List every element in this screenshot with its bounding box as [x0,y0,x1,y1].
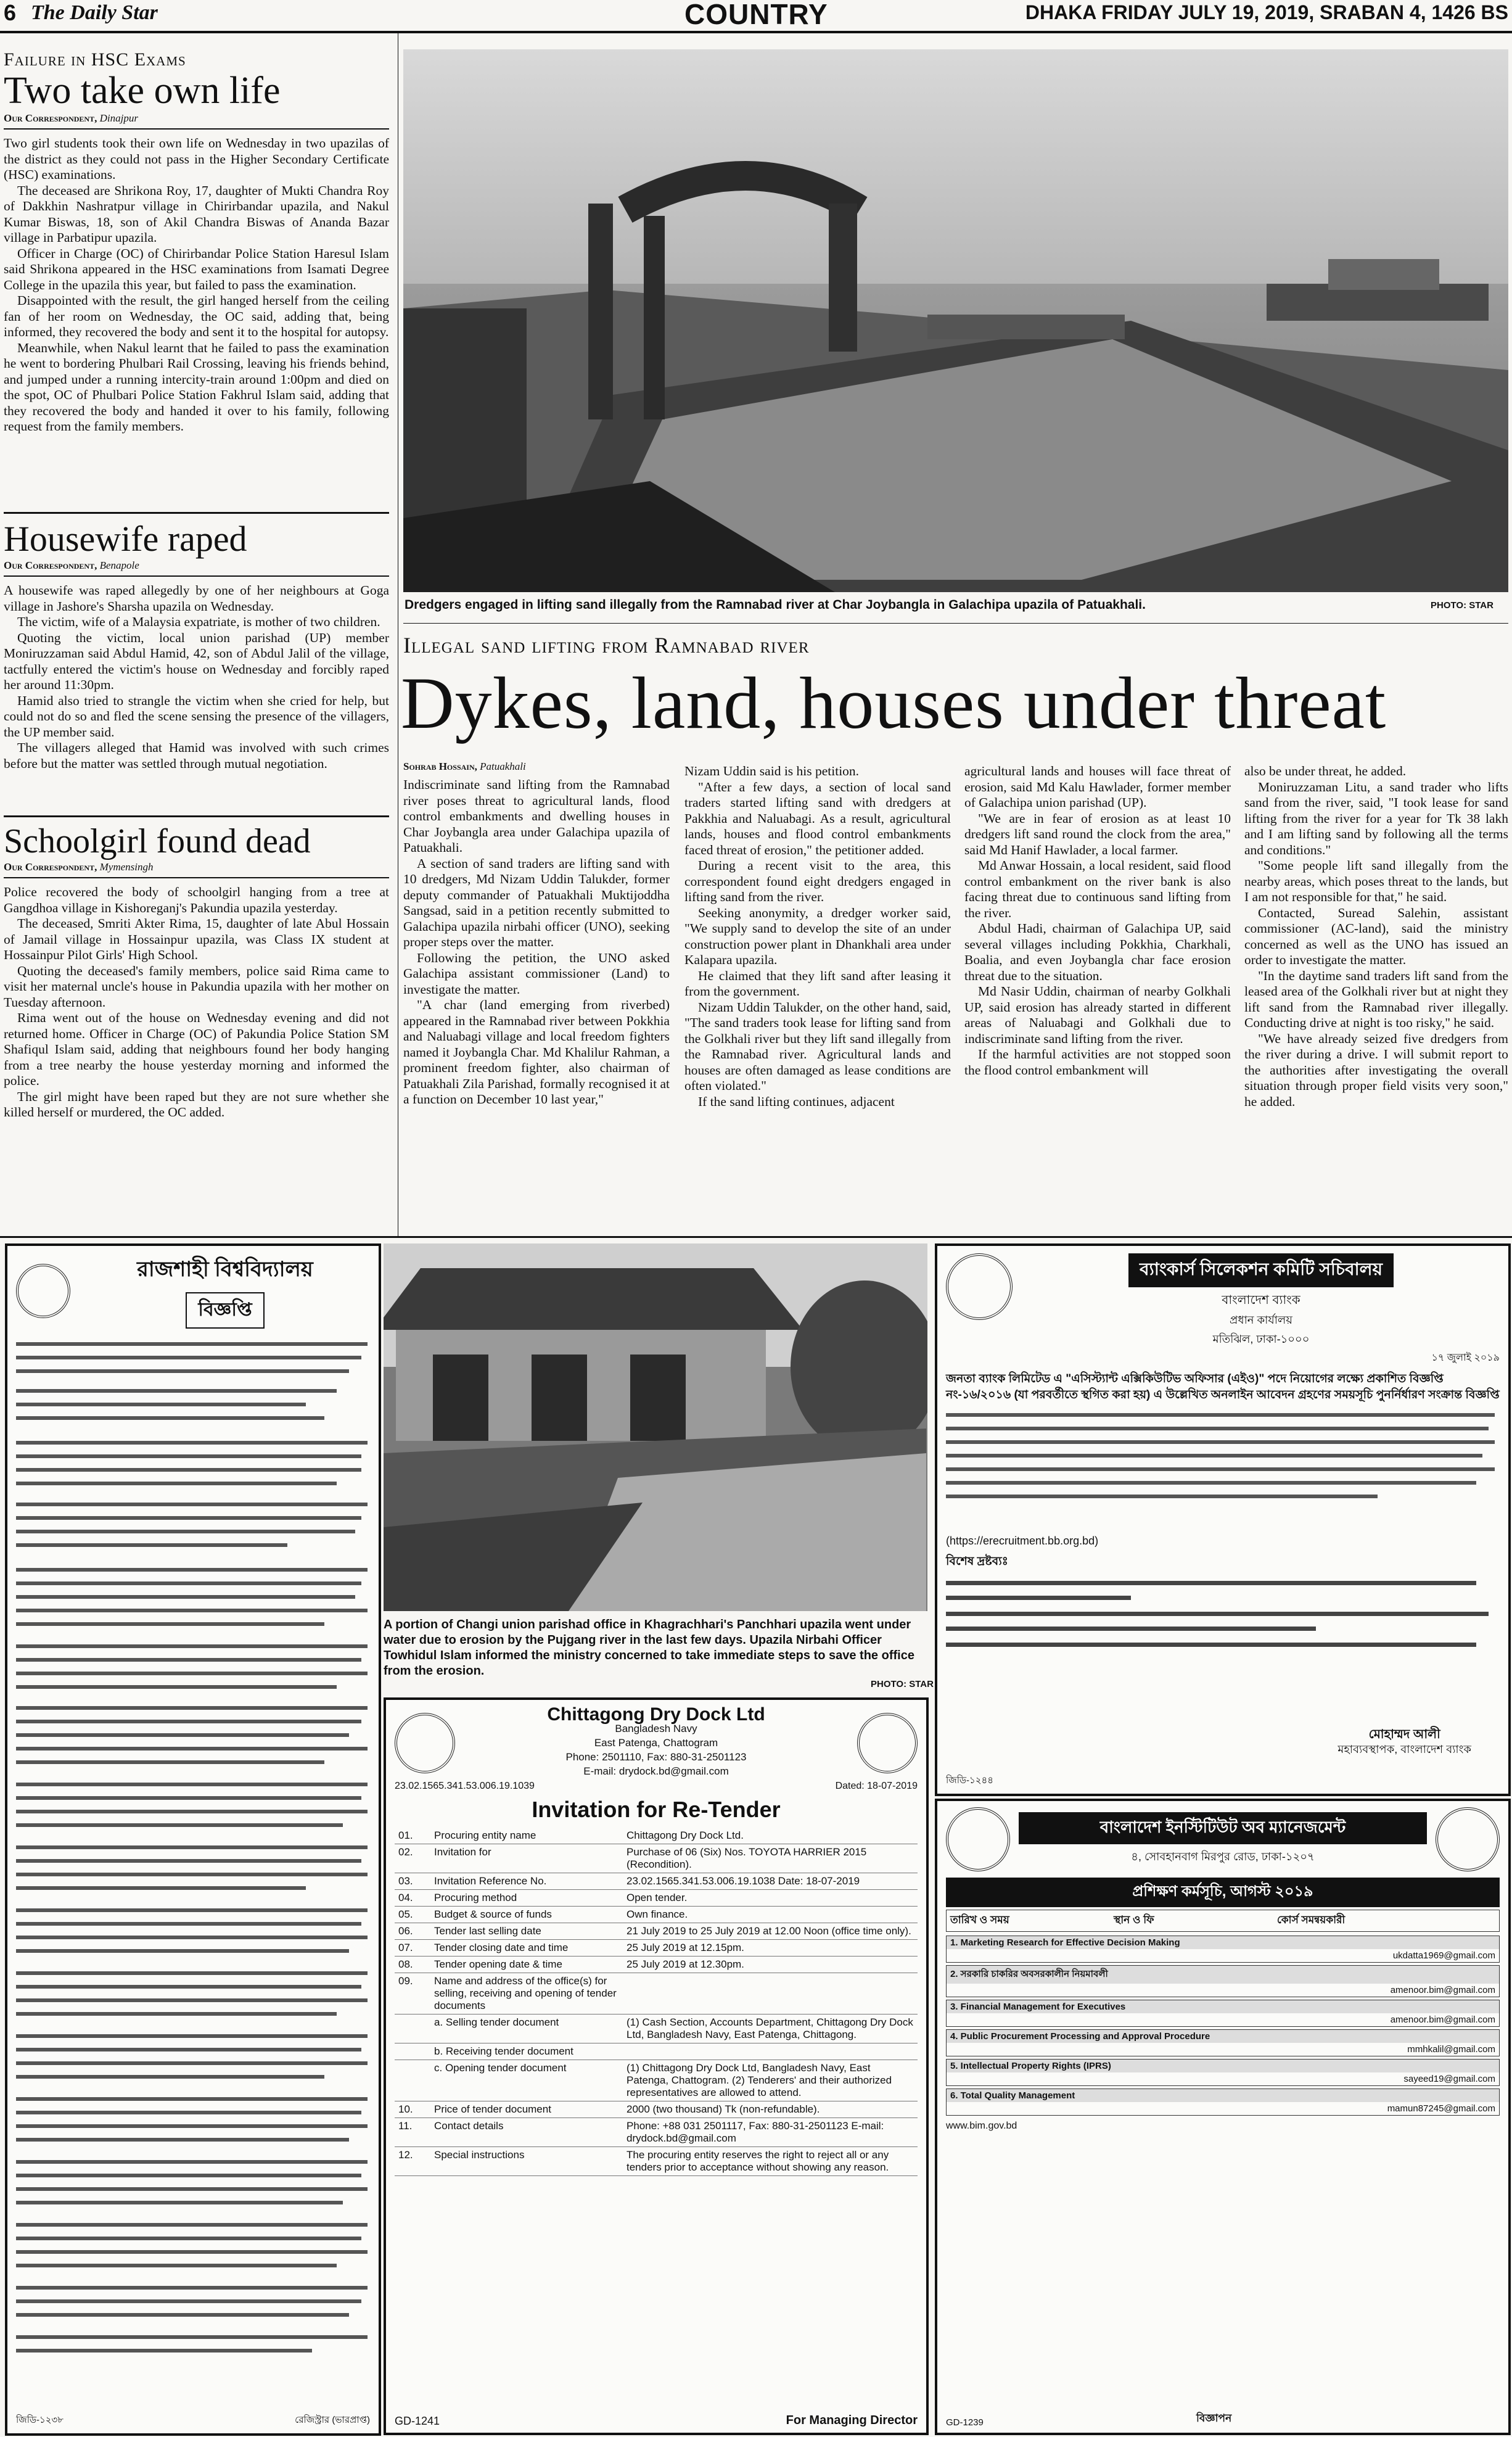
story-headline: Schoolgirl found dead [4,822,311,860]
row-value: (1) Cash Section, Accounts Department, Chittagong Dry Dock Ltd, Bangladesh Navy, East Patenga, Chittagong. [623,2014,918,2043]
row-label: Special instructions [430,2147,623,2176]
course-list [946,1936,1500,2116]
notice-text-lines [16,1336,368,2385]
row-label: Invitation for [430,1844,623,1873]
ad-signatory: For Managing Director [786,2414,918,2427]
dredgers-photo [403,49,1508,592]
row-number [395,2043,430,2060]
course-table-header: তারিখ ও সময় স্থান ও ফি কোর্স সমন্বয়কারী [946,1910,1500,1932]
row-number [395,2060,430,2101]
row-number: 04. [395,1890,430,1907]
tender-row [395,1957,918,1973]
course-item: 3. Financial Management for Executives amenoor.bim@gmail.com [946,2000,1500,2027]
course-item: 5. Intellectual Property Rights (IPRS) sayeed19@gmail.com [946,2059,1500,2086]
row-value [623,1973,918,2014]
story-housewife-raped [4,521,389,772]
row-label: Procuring method [430,1890,623,1907]
story-schoolgirl-found-dead [4,824,389,1121]
photo-credit: PHOTO: STAR [871,1679,934,1689]
row-value: 25 July 2019 at 12.30pm. [623,1957,918,1973]
row-value: Phone: +88 031 2501117, Fax: 880-31-2501123 E-mail: drydock.bd@gmail.com [623,2118,918,2147]
row-number: 06. [395,1923,430,1940]
row-label: b. Receiving tender document [430,2043,623,2060]
ad-notice-body [7,1332,379,2391]
story-byline: Our Correspondent, Benapole [4,559,139,571]
paper-name: The Daily Star [31,1,158,24]
ad-label: বিজ্ঞাপন [1196,2412,1232,2424]
tender-row [395,2118,918,2147]
ad-gd-number: GD-1239 [946,2417,984,2428]
row-value: 2000 (two thousand) Tk (non-refundable). [623,2101,918,2118]
row-value: 25 July 2019 at 12.15pm. [623,1940,918,1957]
ad-gd-number: GD-1241 [395,2415,440,2427]
row-label: Tender last selling date [430,1923,623,1940]
course-item: 1. Marketing Research for Effective Decision Making ukdatta1969@gmail.com [946,1936,1500,1963]
lead-kicker: Illegal sand lifting from Ramnabad river [403,633,810,658]
row-value: Open tender. [623,1890,918,1907]
tender-row [395,1907,918,1923]
story-headline: Two take own life [4,70,281,112]
navy-logo-icon [857,1713,918,1773]
ad-office: প্রধান কার্যালয় [1230,1314,1292,1326]
tender-row [395,2014,918,2043]
ad-org-sub2: East Patenga, Chattogram [594,1737,718,1749]
bim-training-ad [935,1799,1511,2435]
tender-title: Invitation for Re-Tender [532,1797,781,1822]
tender-row [395,1844,918,1873]
row-number: 12. [395,2147,430,2176]
lead-body-col1: Indiscriminate sand lifting from the Ramnabad river poses threat to agricultural lands, flood control embankments and dwelling houses in Char Joybangla area under Galachipa upazila of Patuakhali. A section of sand traders are lifting sand with 10 dredgers, Md Nizam Uddin Talukder, former deputy commander of Patuakhali Muktijoddha Sangsad, said in a petition recently submitted to Galachipa upazila nirbahi officer (UNO), seeking proper steps over the matter. Following the petition, the UNO asked Galachipa assistant commissioner (Land) to investigate the matter. "A char (land emerging from riverbed) appeared in the Ramnabad river between Pokkhia and Naluabagi village and local freedom fighters named it Joybangla Char. Md Khalilur Rahman, a prominent freedom fighter, also chairman of Patuakhali Zila Parishad, formally recognised it at a function on December 10 last year," [403,777,670,1107]
page-number: 6 [4,0,17,25]
lead-body-col3: agricultural lands and houses will face threat of erosion, said Md Kalu Hawlader, former member of Galachipa union parishad (UP). "We are in fear of erosion as at least 10 dredgers lift sand round the clock from the area," said Md Hanif Hawlader, a local farmer. Md Anwar Hossain, a local resident, said flood control embankment on the river bank is also facing threat due to continuous sand lifting from the river. Abdul Hadi, chairman of Galachipa UP, said several villages including Pokkhia, Charkhali, Boalia, and even Joybangla char face erosion threat due to the situation. Md Nasir Uddin, chairman of nearby Golkhali UP, said erosion has already started in different areas of Naluabagi and Golkhali due to indiscriminate sand lifting from the river. If the harmful activities are not stopped soon the flood control embankment will [964,764,1231,1078]
row-value: 23.02.1565.341.53.006.19.1038 Date: 18-07-2019 [623,1873,918,1890]
university-seal-icon [16,1264,70,1318]
ad-address: ৪, সোবহানবাগ মিরপুর রোড, ঢাকা-১২০৭ [1131,1850,1315,1863]
ad-body-lines [937,1408,1508,1535]
ad-title: বাংলাদেশ ইনস্টিটিউট অব ম্যানেজমেন্ট [1019,1812,1427,1844]
ad-notes-title: বিশেষ দ্রষ্টব্যঃ [946,1555,1008,1568]
ad-sign-title: মহাব্যবস্থাপক, বাংলাদেশ ব্যাংক [1337,1743,1471,1755]
row-number: 07. [395,1940,430,1957]
course-item: 4. Public Procurement Processing and Approval Procedure mmhkalil@gmail.com [946,2029,1500,2056]
tender-row [395,1828,918,1844]
tender-row [395,1890,918,1907]
chittagong-dry-dock-ad [384,1697,929,2435]
story-kicker: Failure in HSC Exams [4,49,186,70]
row-value [623,2043,918,2060]
row-number: 01. [395,1828,430,1844]
ad-phone: Phone: 2501110, Fax: 880-31-2501123 [565,1751,747,1763]
ad-title: ব্যাংকার্স সিলেকশন কমিটি সচিবালয় [1128,1253,1394,1287]
row-value: (1) Chittagong Dry Dock Ltd, Bangladesh Navy, East Patenga, Chattogram. (2) Tenderers' and their authorized representatives are allowed to attend. [623,2060,918,2101]
row-label: Contact details [430,2118,623,2147]
ad-notes-lines [937,1572,1508,1660]
ad-title: রাজশাহী বিশ্ববিদ্যালয় [137,1258,313,1281]
ad-ref-number: 23.02.1565.341.53.006.19.1039 [395,1781,535,1791]
ad-org: বাংলাদেশ ব্যাংক [1222,1293,1300,1307]
ad-org-name: Chittagong Dry Dock Ltd [547,1704,765,1725]
ad-subtitle: বিজ্ঞপ্তি [186,1292,264,1329]
ad-signatory: রেজিস্ট্রার (ভারপ্রাপ্ত) [295,2415,370,2425]
lead-body-col2: Nizam Uddin said is his petition. "After a few days, a section of local sand traders started lifting sand with dredgers at Pakkhia and Naluabagi. As a result, agricultural lands, houses and flood control embankments faced threat of erosion," the petitioner added. During a recent visit to the area, this correspondent found eight dredgers engaged in lifting sand from the river. Seeking anonymity, a dredger worker said, "We supply sand to develop the site of an under construction power plant in Dhankhali area under Kalapara upazila. He claimed that they lift sand after leasing it from the government. Nizam Uddin Talukder, on the other hand, said, "The sand traders took lease for lifting sand from the Golkhali river but they lift sand illegally from the Ramnabad river. Agricultural lands and houses are often damaged as lease conditions are often violated." If the sand lifting continues, adjacent [684,764,951,1109]
row-number [395,2014,430,2043]
row-number: 11. [395,2118,430,2147]
row-value: Purchase of 06 (Six) Nos. TOYOTA HARRIER 2015 (Recondition). [623,1844,918,1873]
row-label: Price of tender document [430,2101,623,2118]
bangladesh-bank-seal-icon [946,1253,1013,1320]
photo-caption: Dredgers engaged in lifting sand illegally from the Ramnabad river at Char Joybangla in Galachipa upazila of Patuakhali. [405,598,1146,612]
course-item: 2. সরকারি চাকরির অবসরকালীন নিয়মাবলী amenoor.bim@gmail.com [946,1965,1500,1997]
row-label: Name and address of the office(s) for selling, receiving and opening of tender documents [430,1973,623,2014]
row-label: Invitation Reference No. [430,1873,623,1890]
row-value: Own finance. [623,1907,918,1923]
header-rule [0,31,1512,33]
ad-signature: মোহাম্মদ আলী [1368,1728,1440,1741]
ad-headline: জনতা ব্যাংক লিমিটেড এ "এসিস্ট্যান্ট এক্সিকিউটিভ অফিসার (এইও)" পদে নিয়োগের লক্ষ্যে প্রকাশিত বিজ্ঞপ্তি নং-১৬/২০১৬ (যা পরবর্তীতে স্থগিত করা হয়) এ উল্লেখিত অনলাইন আবেদন গ্রহণের সময়সূচি পুনর্নির্ধারণ সংক্রান্ত বিজ্ঞপ্তি [946,1372,1500,1401]
ad-address: মতিঝিল, ঢাকা-১০০০ [1212,1333,1310,1345]
row-label: Procuring entity name [430,1828,623,1844]
ad-org-sub1: Bangladesh Navy [615,1723,697,1734]
story-body: Police recovered the body of schoolgirl hanging from a tree at Gangdhoa village in Kishoreganj's Pakundia upazila yesterday. The deceased, Smriti Akter Rima, 15, daughter of late Abul Hossain of Jamail village in Hossainpur upazila, was Class IX student at Hossainpur Pilot Girls' High School. Quoting the deceased's family members, police said Rima came to visit her maternal uncle's house in Pakundia upazila with her mother on Tuesday afternoon. Rima went out of the house on Wednesday evening and did not returned home. Officer in Charge (OC) of Pakundia Police Station SM Shafiqul Islam said, adding that neighbours found her body hanging from a tree nearby the house yesterday morning and informed the police. The girl might have been raped but they are not sure whether she killed herself or murdered, the OC added. [4,884,389,1120]
tender-row [395,1973,918,2014]
story-body: Two girl students took their own life on Wednesday in two upazilas of the district as they could not pass in the Higher Secondary Certificate (HSC) examinations. The deceased are Shrikona Roy, 17, daughter of Mukti Chandra Roy of Dakkhin Nashratpur village in Chirirbandar upazila, and Nakul Kumar Biswas, 18, son of Akil Chandra Biswas of Ananda Bazar village in Parbatipur upazila. Officer in Charge (OC) of Chirirbandar Police Station Haresul Islam said Shrikona appeared in the HSC examinations from Isamati Degree College in the upazila this year, but failed to pass the examination. Disappointed with the result, the girl hanged herself from the ceiling fan of her room on Wednesday, the OC said, adding that, being informed, they recovered the body and sent it to the hospital for autopsy. Meanwhile, when Nakul learnt that he failed to pass the examination he went to bordering Phulbari Rail Crossing, leaving his friends behind, and jumped under a running intercity-train around 1:00pm and died on the spot, OC of Phulbari Police Station Fakhrul Islam said, adding that they recovered the body and handed it over to his family, following request from the family members. [4,136,389,434]
row-value: The procuring entity reserves the right to reject all or any tenders prior to acceptance without showing any reason. [623,2147,918,2176]
ad-email: E-mail: drydock.bd@gmail.com [583,1765,729,1777]
row-number: 03. [395,1873,430,1890]
lead-headline: Dykes, land, houses under threat [401,662,1387,744]
bim-logo-icon [1436,1807,1500,1871]
dateline: DHAKA FRIDAY JULY 19, 2019, SRABAN 4, 1426 BS [1025,1,1508,23]
ad-link: (https://erecruitment.bb.org.bd) [946,1535,1099,1547]
page-header [0,0,1512,32]
story-body: A housewife was raped allegedly by one of her neighbours at Goga village in Jashore's Sharsha upazila on Wednesday. The victim, wife of a Malaysia expatriate, is mother of two children. Quoting the victim, local union parishad (UP) member Moniruzzaman said Abdul Hamid, 42, son of Abdul Jalil of the village, tactfully entered the victim's house on Wednesday and forcibly raped her around 11:30pm. Hamid also tried to strangle the victim when she cried for help, but could not do so and fled the scene sensing the presence of the villagers, the UP member said. The villagers alleged that Hamid was involved with such crimes before but the matter was settled through mutual negotiation. [4,583,389,771]
story-byline: Our Correspondent, Mymensingh [4,861,154,873]
program-title: প্রশিক্ষণ কর্মসূচি, আগস্ট ২০১৯ [946,1878,1500,1907]
dry-dock-logo-icon [395,1713,455,1773]
story-headline: Housewife raped [4,519,247,559]
row-number: 05. [395,1907,430,1923]
bankers-selection-committee-ad [935,1243,1511,1796]
row-label: c. Opening tender document [430,2060,623,2101]
lead-body-col4: also be under threat, he added. Moniruzzaman Litu, a sand trader who lifts sand from the river, said, "I took lease for sand lifting from the river for a year for Tk 38 lakh and I am lifting sand by following all the terms and conditions." "Some people lift sand illegally from the nearby areas, which poses threat to the lands, but I am not responsible for that," he said. Contacted, Suread Salehin, assistant commissioner (AC-land), said the ministry concerned as well as the UNO has issued an order to investigate the matter. "In the daytime sand traders lift sand from the leased area of the Golkhali river but at night they lift sand from the Ramnabad river illegally. Conducting drive at night is too risky," he said. "We have already seized five dredgers from the river during a drive. I will submit report to the authorities after investigating the overall situation through proper field visits very soon," he added. [1244,764,1508,1109]
row-label: Budget & source of funds [430,1907,623,1923]
tender-row [395,2147,918,2176]
row-value: Chittagong Dry Dock Ltd. [623,1828,918,1844]
row-number: 08. [395,1957,430,1973]
photo-caption: A portion of Changi union parishad office in Khagrachhari's Panchhari upazila went under water due to erosion by the Pujgang river in the last few days. Upazila Nirbahi Officer Towhidul Islam informed the ministry concerned to take immediate steps to save the office from the erosion. [384,1618,914,1678]
tender-row [395,2043,918,2060]
section-title: COUNTRY [684,0,828,30]
row-number: 09. [395,1973,430,2014]
ad-gd-number: জিডি-১২৩৮ [16,2415,64,2425]
tender-row [395,2101,918,2118]
course-item: 6. Total Quality Management mamun87245@gmail.com [946,2089,1500,2116]
row-label: a. Selling tender document [430,2014,623,2043]
ad-website: www.bim.gov.bd [946,2121,1017,2131]
tender-row [395,1940,918,1957]
tender-row [395,1873,918,1890]
tender-table [386,1828,926,2176]
photo-credit: PHOTO: STAR [1431,600,1494,611]
ad-date: Dated: 18-07-2019 [835,1781,918,1791]
row-number: 10. [395,2101,430,2118]
row-label: Tender closing date and time [430,1940,623,1957]
row-number: 02. [395,1844,430,1873]
erosion-photo [384,1243,927,1611]
story-two-take-own-life [4,49,389,435]
government-seal-icon [946,1807,1010,1871]
story-byline: Our Correspondent, Dinajpur [4,112,138,124]
row-value: 21 July 2019 to 25 July 2019 at 12.00 Noon (office time only). [623,1923,918,1940]
ad-gd-number: জিডি-১২৪৪ [946,1775,993,1786]
tender-row [395,1923,918,1940]
tender-row [395,2060,918,2101]
row-label: Tender opening date & time [430,1957,623,1973]
ad-date: ১৭ জুলাই ২০১৯ [1431,1353,1500,1363]
lead-byline: Sohrab Hossain, Patuakhali [403,761,526,772]
rajshahi-university-ad [5,1243,381,2436]
